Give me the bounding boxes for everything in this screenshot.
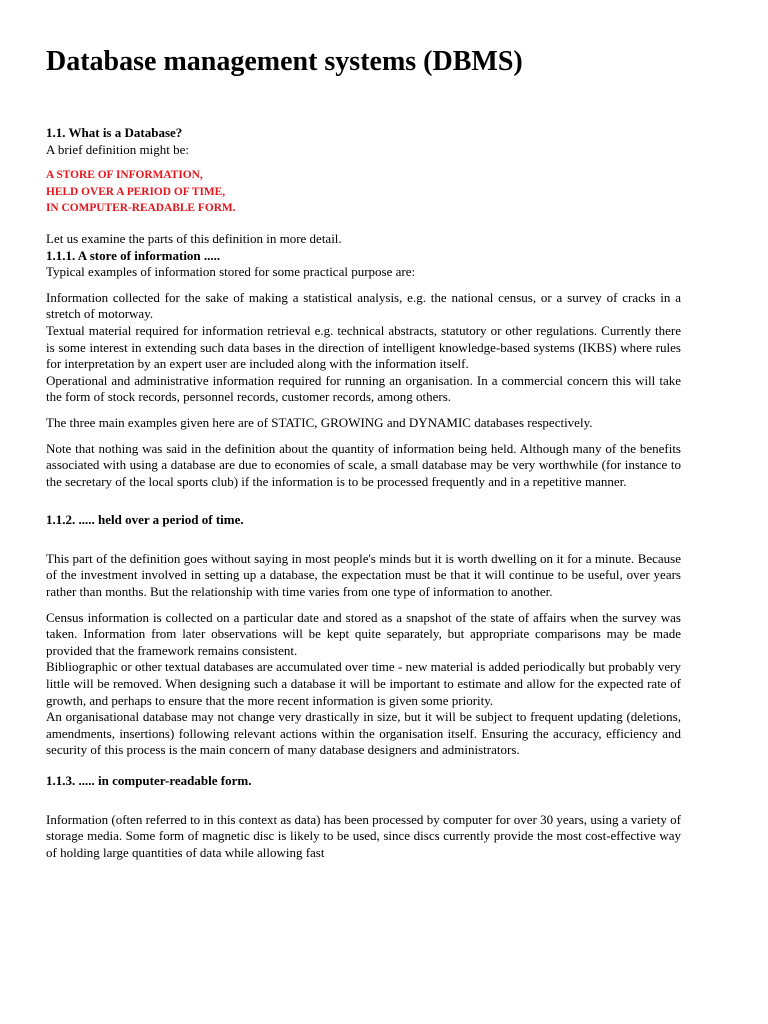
examples-intro: Typical examples of information stored for some practical purpose are: — [46, 264, 416, 280]
document-body — [46, 125, 681, 861]
definition-intro: A brief definition might be: — [46, 141, 189, 157]
section-heading-1-1: 1.1. What is a Database? — [46, 125, 183, 140]
document-title: Database management systems (DBMS) — [46, 46, 523, 77]
section-heading-1-1-3: 1.1.3. ..... in computer-readable form. — [46, 773, 252, 788]
statistical-paragraph: Information collected for the sake of making a statistical analysis, e.g. the national census, or a survey of cracks in a stretch of motorway. — [46, 289, 681, 322]
definition-line-period: HELD OVER A PERIOD OF TIME, — [46, 185, 226, 198]
computer-readable-paragraph: Information (often referred to in this context as data) has been processed by computer for over 30 years, using a variety of storage media. Some form of magnetic disc is likely to be used, since discs currently provide the most cost-effective way of holding large quantities of data while allowing fast — [46, 811, 681, 860]
definition-line-store: A STORE OF INFORMATION, — [46, 169, 203, 182]
operational-paragraph: Operational and administrative information required for running an organisation. In a commercial concern this will take the form of stock records, personnel records, customer records, among others. — [46, 372, 681, 405]
section-heading-1-1-1: 1.1.1. A store of information ..... — [46, 247, 221, 263]
census-paragraph: Census information is collected on a particular date and stored as a snapshot of the state of affairs when the survey was taken. Information from later observations will be kept quite separately, but appropriate comparisons may be made provided that the framework remains consistent. — [46, 609, 681, 658]
section-heading-1-1-2: 1.1.2. ..... held over a period of time. — [46, 512, 244, 528]
organisational-paragraph: An organisational database may not change very drastically in size, but it will be subject to frequent updating (deletions, amendments, insertions) following relevant actions within the organisation itself. Ensuring the accuracy, efficiency and security of this process is the main concern of many database designers and administrators. — [46, 709, 681, 758]
bibliographic-paragraph: Bibliographic or other textual databases are accumulated over time - new material is added periodically but probably very little will be removed. When designing such a database it will be important to estimate and allow for the expected rate of growth, and perhaps to ensure that the more recent information is given some priority. — [46, 659, 681, 708]
quantity-note-paragraph: Note that nothing was said in the definition about the quantity of information being held. Although many of the benefits associated with using a database are due to economies of scale, a small database may be very worthwhile (for instance to the secretary of the local sports club) if the information is to be processed frequently and in a repetitive manner. — [46, 440, 681, 489]
database-types-paragraph: The three main examples given here are of STATIC, GROWING and DYNAMIC databases respectively. — [46, 414, 593, 430]
examine-paragraph: Let us examine the parts of this definition in more detail. — [46, 230, 342, 246]
textual-paragraph: Textual material required for information retrieval e.g. technical abstracts, statutory or other regulations. Currently there is some interest in extending such data bases in the direction of intelligent knowledge-based systems (IKBS) where rules for interpretation by an expert user are included along with the information itself. — [46, 322, 681, 372]
definition-line-form: IN COMPUTER-READABLE FORM. — [46, 202, 236, 215]
time-intro-paragraph: This part of the definition goes without saying in most people's minds but it is worth dwelling on it for a minute. Because of the investment involved in setting up a database, the expectation must be that it will continue to be useful, over years rather than months. But the relationship with time varies from one type of information to another. — [46, 550, 681, 600]
